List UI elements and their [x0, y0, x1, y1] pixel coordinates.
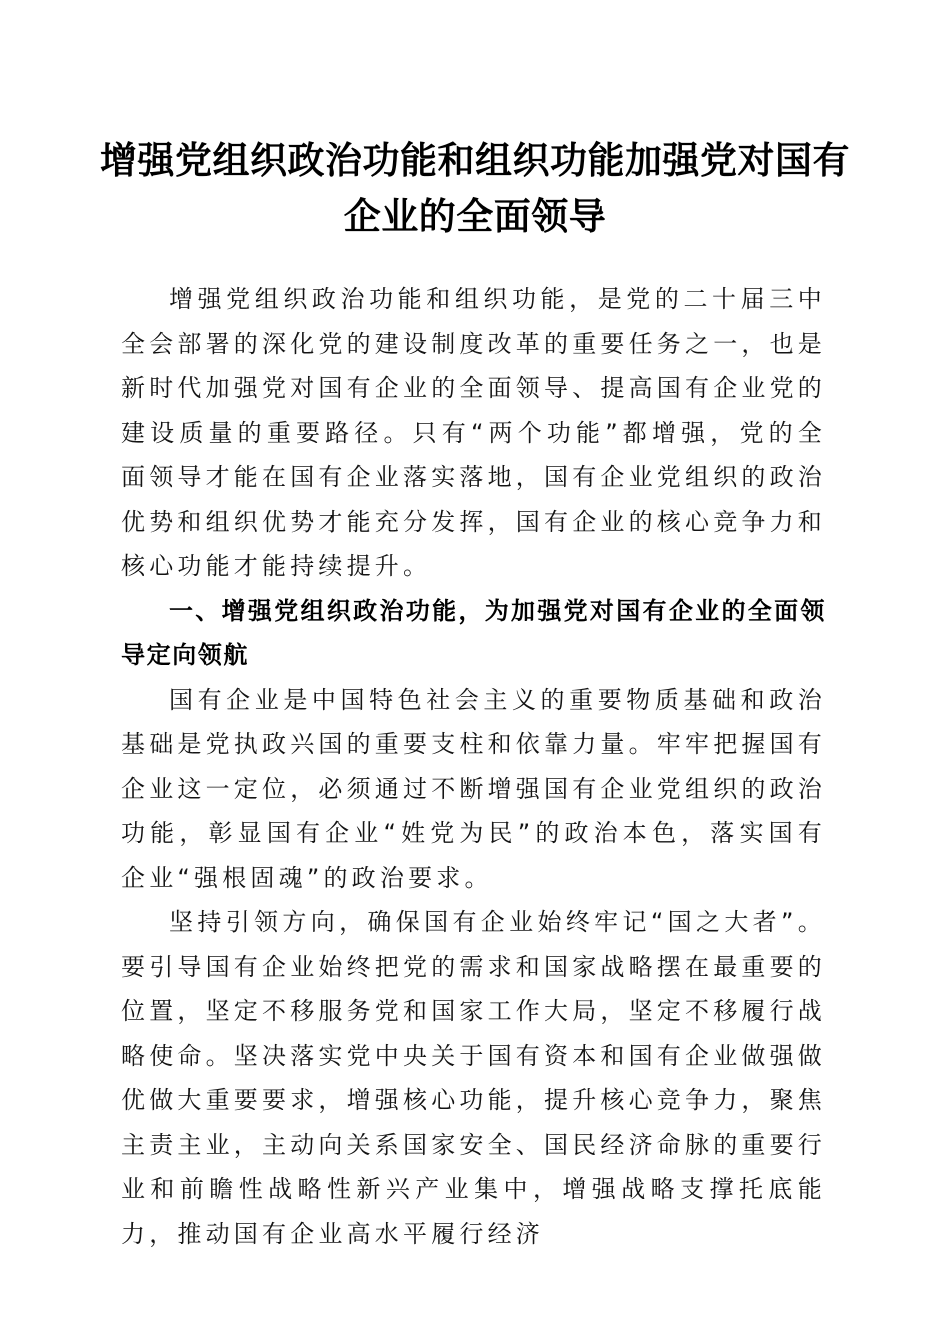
document-body: [121, 277, 826, 1256]
section-heading-1: 一、增强党组织政治功能，为加强党对国有企业的全面领导定向领航: [121, 596, 826, 669]
title-line-2: 企业的全面领导: [343, 194, 607, 238]
intro-paragraph: 增强党组织政治功能和组织功能，是党的二十届三中全会部署的深化党的建设制度改革的重要任务之一，也是新时代加强党对国有企业的全面领导、提高国有企业党的建设质量的重要路径。只有“两个功能”都增强，党的全面领导才能在国有企业落实落地，国有企业党组织的政治优势和组织优势才能充分发挥，国有企业的核心竞争力和核心功能才能持续提升。: [121, 285, 826, 580]
title-line-1: 增强党组织政治功能和组织功能加强党对国有: [100, 138, 850, 182]
body-paragraph: 国有企业是中国特色社会主义的重要物质基础和政治基础是党执政兴国的重要支柱和依靠力量。牢牢把握国有企业这一定位，必须通过不断增强国有企业党组织的政治功能，彰显国有企业“姓党为民”的政治本色，落实国有企业“强根固魂”的政治要求。: [121, 685, 826, 892]
body-paragraph: 坚持引领方向，确保国有企业始终牢记“国之大者”。要引导国有企业始终把党的需求和国家战略摆在最重要的位置，坚定不移服务党和国家工作大局，坚定不移履行战略使命。坚决落实党中央关于国有资本和国有企业做强做优做大重要要求，增强核心功能，提升核心竞争力，聚焦主责主业，主动向关系国家安全、国民经济命脉的重要行业和前瞻性战略性新兴产业集中，增强战略支撑托底能力，推动国有企业高水平履行经济: [121, 908, 826, 1248]
document-title: [100, 132, 850, 244]
